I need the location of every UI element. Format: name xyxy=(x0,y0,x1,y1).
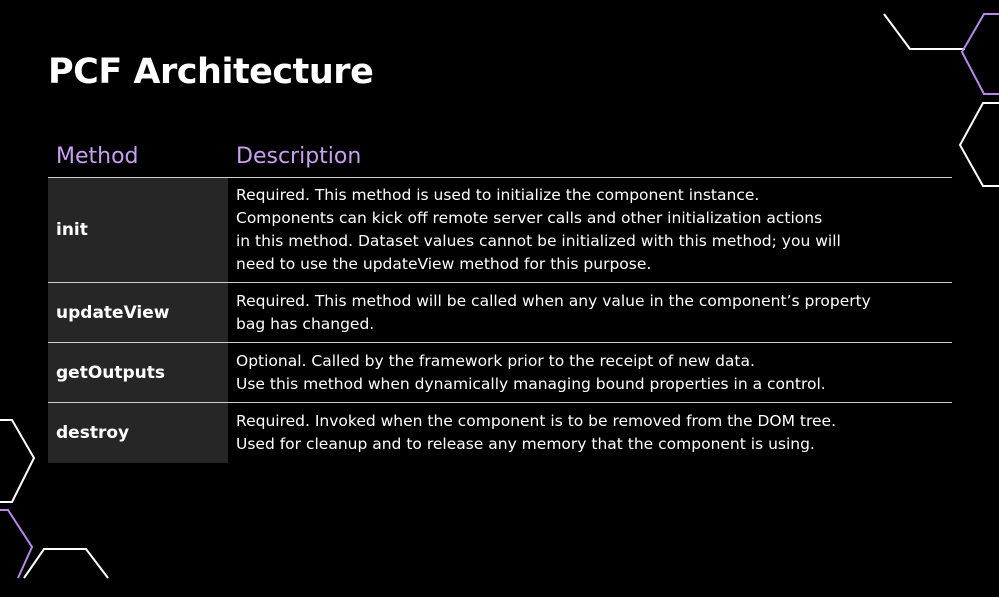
hexagon-outline-purple-top xyxy=(962,14,999,94)
method-name-cell: updateView xyxy=(48,283,228,343)
method-description-cell: Required. This method will be called when any value in the component’s property bag has changed. xyxy=(228,283,952,343)
method-name-cell: destroy xyxy=(48,403,228,463)
table-row-init xyxy=(48,178,952,283)
page-title: PCF Architecture xyxy=(48,52,374,92)
method-description-cell: Optional. Called by the framework prior to the receipt of new data. Use this method when dynamically managing bound properties in a control. xyxy=(228,343,952,403)
method-description-cell: Required. This method is used to initialize the component instance. Components can kick off remote server calls and other initialization actions in this method. Dataset values cannot be initialized with this method; you will need to use the updateView method for this purpose. xyxy=(228,178,952,283)
hexagon-outline-white-bottom xyxy=(24,549,108,578)
hexagon-outline-white-right xyxy=(960,103,999,186)
hexagon-outline-white-left xyxy=(0,420,34,502)
hexagon-outline-purple-left xyxy=(0,510,32,578)
table-row-updateview xyxy=(48,283,952,343)
column-header-method: Method xyxy=(48,137,228,178)
table-header-row xyxy=(48,137,952,178)
method-description-cell: Required. Invoked when the component is to be removed from the DOM tree. Used for cleanup and to release any memory that the component is using. xyxy=(236,411,837,453)
column-header-description: Description xyxy=(228,137,952,178)
table-row-destroy xyxy=(48,403,952,463)
methods-table xyxy=(48,137,952,463)
method-name-cell: init xyxy=(48,178,228,283)
table-row-getoutputs xyxy=(48,343,952,403)
method-name-cell: getOutputs xyxy=(48,343,228,403)
hexagon-outline-white-top xyxy=(884,14,965,49)
